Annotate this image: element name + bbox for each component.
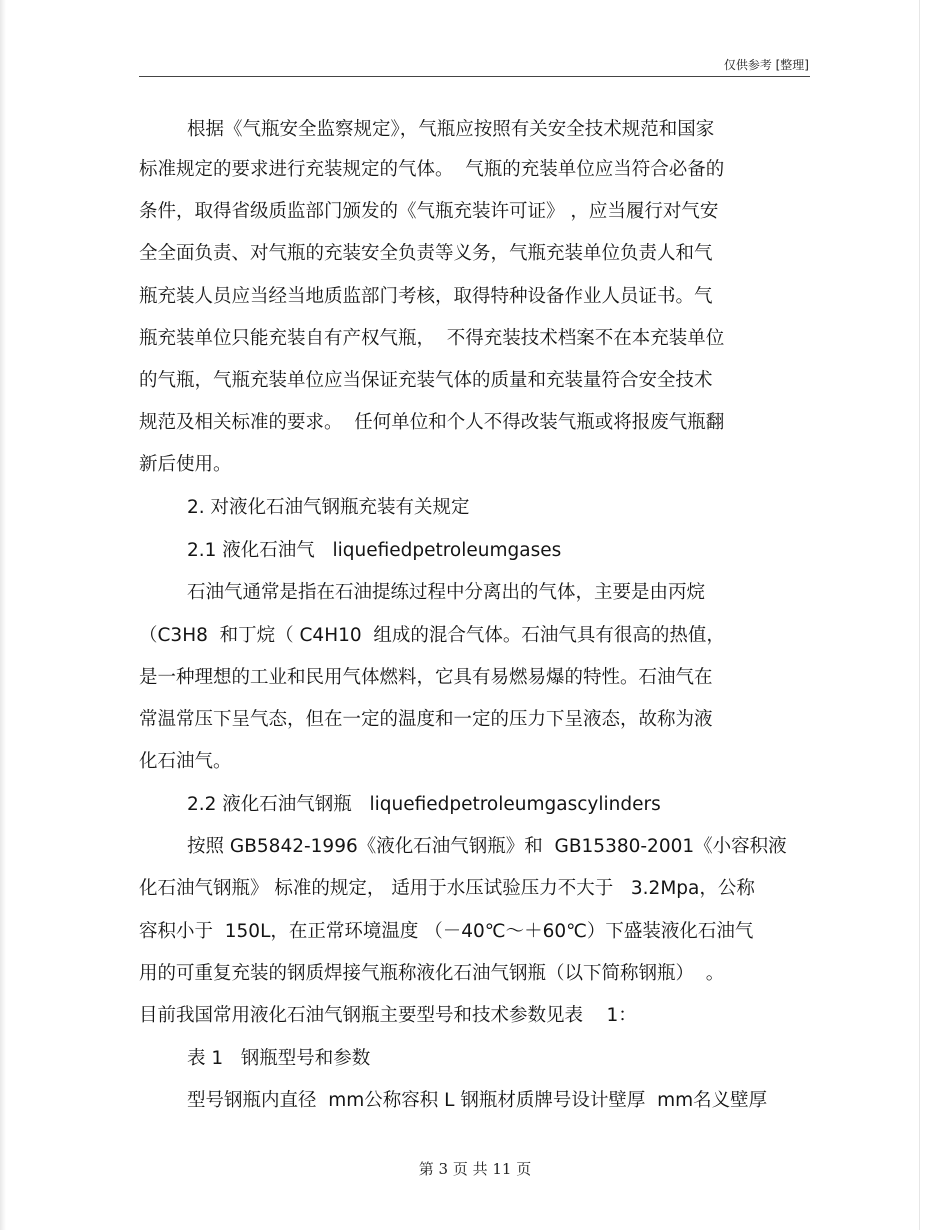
page-footer: 第 3 页 共 11 页: [418, 1160, 532, 1178]
header-note: 仅供参考 [整理]: [723, 58, 809, 72]
paragraph-line: 化石油气。: [139, 751, 232, 772]
paragraph-line: （C3H8 和丁烷（ C4H10 组成的混合气体。石油气具有很高的热值，: [139, 625, 725, 646]
paragraph-line: 目前我国常用液化石油气钢瓶主要型号和技术参数见表 1：: [139, 1005, 637, 1026]
table-header-line: 型号钢瓶内直径 mm公称容积 L 钢瓶材质牌号设计壁厚 mm名义壁厚: [187, 1090, 768, 1111]
page-edge-shadow: [0, 0, 6, 1230]
paragraph-line: 的气瓶，气瓶充装单位应当保证充装气体的质量和充装量符合安全技术: [139, 370, 713, 391]
paragraph-line: 是一种理想的工业和民用气体燃料，它具有易燃易爆的特性。石油气在: [139, 667, 713, 688]
paragraph-line: 规范及相关标准的要求。 任何单位和个人不得改装气瓶或将报废气瓶翻: [139, 412, 725, 433]
section-heading: 2.1 液化石油气 liquefiedpetroleumgases: [187, 540, 562, 561]
paragraph-line: 新后使用。: [139, 454, 232, 475]
paragraph-line: 石油气通常是指在石油提练过程中分离出的气体，主要是由丙烷: [187, 582, 706, 603]
paragraph-line: 按照 GB5842-1996《液化石油气钢瓶》和 GB15380-2001《小容积液: [187, 836, 787, 857]
paragraph-line: 常温常压下呈气态，但在一定的温度和一定的压力下呈液态，故称为液: [139, 709, 713, 730]
paragraph-line: 根据《气瓶安全监察规定》，气瓶应按照有关安全技术规范和国家: [187, 119, 715, 140]
paragraph-line: 条件，取得省级质监部门颁发的《气瓶充装许可证》 ，应当履行对气安: [139, 201, 719, 222]
paragraph-line: 瓶充装单位只能充装自有产权气瓶， 不得充装技术档案不在本充装单位: [139, 328, 725, 349]
paragraph-line: 用的可重复充装的钢质焊接气瓶称液化石油气钢瓶（以下简称钢瓶） 。: [139, 963, 725, 984]
paragraph-line: 全全面负责、对气瓶的充装安全负责等义务，气瓶充装单位负责人和气: [139, 243, 713, 264]
header-rule: [139, 76, 810, 77]
section-heading: 2.2 液化石油气钢瓶 liquefiedpetroleumgascylinders: [187, 794, 661, 815]
paragraph-line: 瓶充装人员应当经当地质监部门考核，取得特种设备作业人员证书。气: [139, 286, 713, 307]
paragraph-line: 标准规定的要求进行充装规定的气体。 气瓶的充装单位应当符合必备的: [139, 159, 725, 180]
paragraph-line: 化石油气钢瓶》 标准的规定， 适用于水压试验压力不大于 3.2Mpa，公称: [139, 878, 755, 899]
table-caption: 表 1 钢瓶型号和参数: [187, 1048, 371, 1069]
paragraph-line: 容积小于 150L，在正常环境温度 （－40℃～＋60℃）下盛装液化石油气: [139, 921, 754, 942]
section-heading: 2. 对液化石油气钢瓶充装有关规定: [187, 497, 470, 518]
